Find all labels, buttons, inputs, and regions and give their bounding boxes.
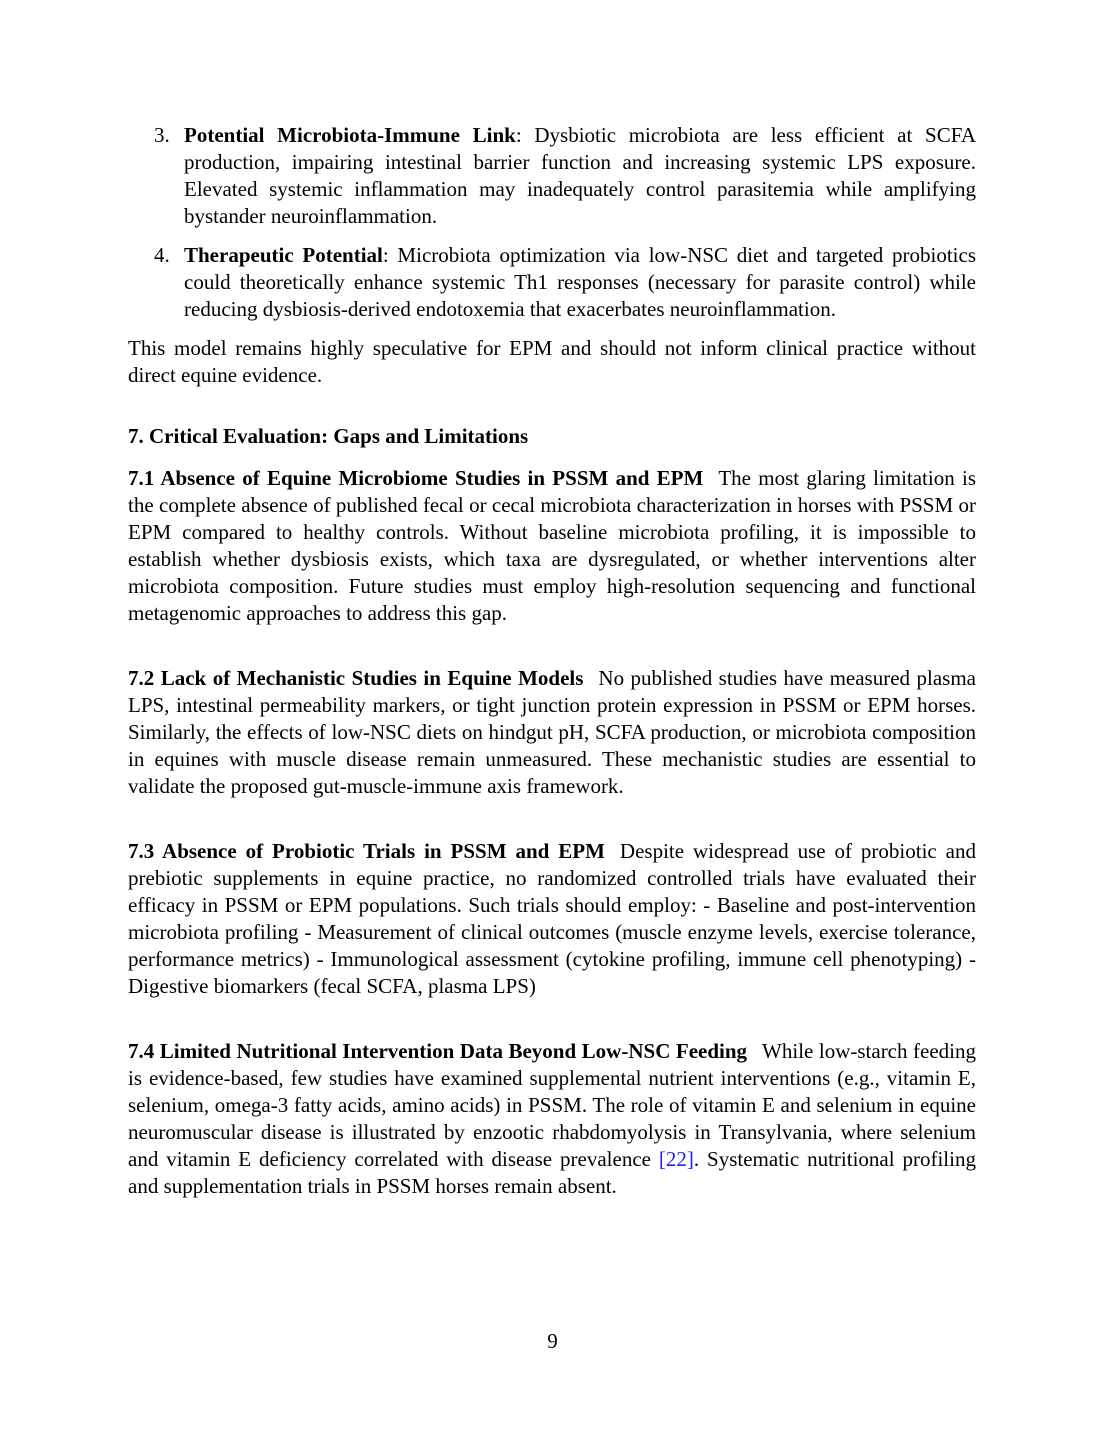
list-item-number: 4. [154,243,170,267]
subsection-paragraph-7-2 [128,665,976,800]
subsection-body: While low-starch feeding is evidence-based, few studies have examined supplemental nutrient interventions (e.g., vitamin E, selenium, omega-3 fatty acids, amino acids) in PSSM. The role of vitamin E and selenium in equine neuromuscular disease is illustrated by enzootic rhabdomyolysis in Transylvania, where selenium and vitamin E deficiency correlated with disease prevalence [128,1039,976,1171]
list-item [128,242,976,323]
list-item-label: Potential Microbiota-Immune Link [184,123,516,147]
subsection-heading: 7.2 Lack of Mechanistic Studies in Equine Models [128,666,584,690]
list-item-label: Therapeutic Potential [184,243,383,267]
subsection-body: No published studies have measured plasma LPS, intestinal permeability markers, or tight junction protein expression in PSSM or EPM horses. Similarly, the effects of low-NSC diets on hindgut pH, SCFA production, or microbiota composition in equines with muscle disease remain unmeasured. These mechanistic studies are essential to validate the proposed gut-muscle-immune axis framework. [128,666,976,798]
page-footer [0,1328,1105,1355]
subsection-paragraph-7-3 [128,838,976,1000]
numbered-list [128,122,976,323]
page-content [128,122,976,1200]
section-heading: 7. Critical Evaluation: Gaps and Limitations [128,424,529,448]
subsection-heading: 7.4 Limited Nutritional Intervention Data Beyond Low-NSC Feeding [128,1039,748,1063]
subsection-body: . Systematic nutritional profiling and supplementation trials in PSSM horses remain absent. [128,1147,976,1198]
list-item-number: 3. [154,123,170,147]
closing-paragraph: This model remains highly speculative for EPM and should not inform clinical practice without direct equine evidence. [128,336,976,387]
list-item-body: : Dysbiotic microbiota are less efficient at SCFA production, impairing intestinal barrier function and increasing systemic LPS exposure. Elevated systemic inflammation may inadequately control parasitemia while amplifying bystander neuroinflammation. [184,123,976,228]
list-item-body: : Microbiota optimization via low-NSC diet and targeted probiotics could theoretically enhance systemic Th1 responses (necessary for parasite control) while reducing dysbiosis-derived endotoxemia that exacerbates neuroinflammation. [184,243,977,321]
list-item-text [184,242,976,323]
subsection-body: Despite widespread use of probiotic and prebiotic supplements in equine practice, no randomized controlled trials have evaluated their efficacy in PSSM or EPM populations. Such trials should employ: - Baseline and post-intervention microbiota profiling - Measurement of clinical outcomes (muscle enzyme levels, exercise tolerance, performance metrics) - Immunological assessment (cytokine profiling, immune cell phenotyping) - Digestive biomarkers (fecal SCFA, plasma LPS) [128,839,976,998]
page-number: 9 [547,1329,558,1353]
list-item [128,122,976,230]
citation-link-22[interactable]: [22] [658,1147,694,1171]
subsection-heading: 7.3 Absence of Probiotic Trials in PSSM and EPM [128,839,605,863]
subsection-paragraph-7-4 [128,1038,976,1200]
subsection-paragraph-7-1 [128,465,976,627]
list-item-text [184,122,976,230]
subsection-body: The most glaring limitation is the complete absence of published fecal or cecal microbiota characterization in horses with PSSM or EPM compared to healthy controls. Without baseline microbiota profiling, it is impossible to establish whether dysbiosis exists, which taxa are dysregulated, or whether interventions alter microbiota composition. Future studies must employ high-resolution sequencing and functional metagenomic approaches to address this gap. [128,466,976,625]
subsection-heading: 7.1 Absence of Equine Microbiome Studies in PSSM and EPM [128,466,704,490]
